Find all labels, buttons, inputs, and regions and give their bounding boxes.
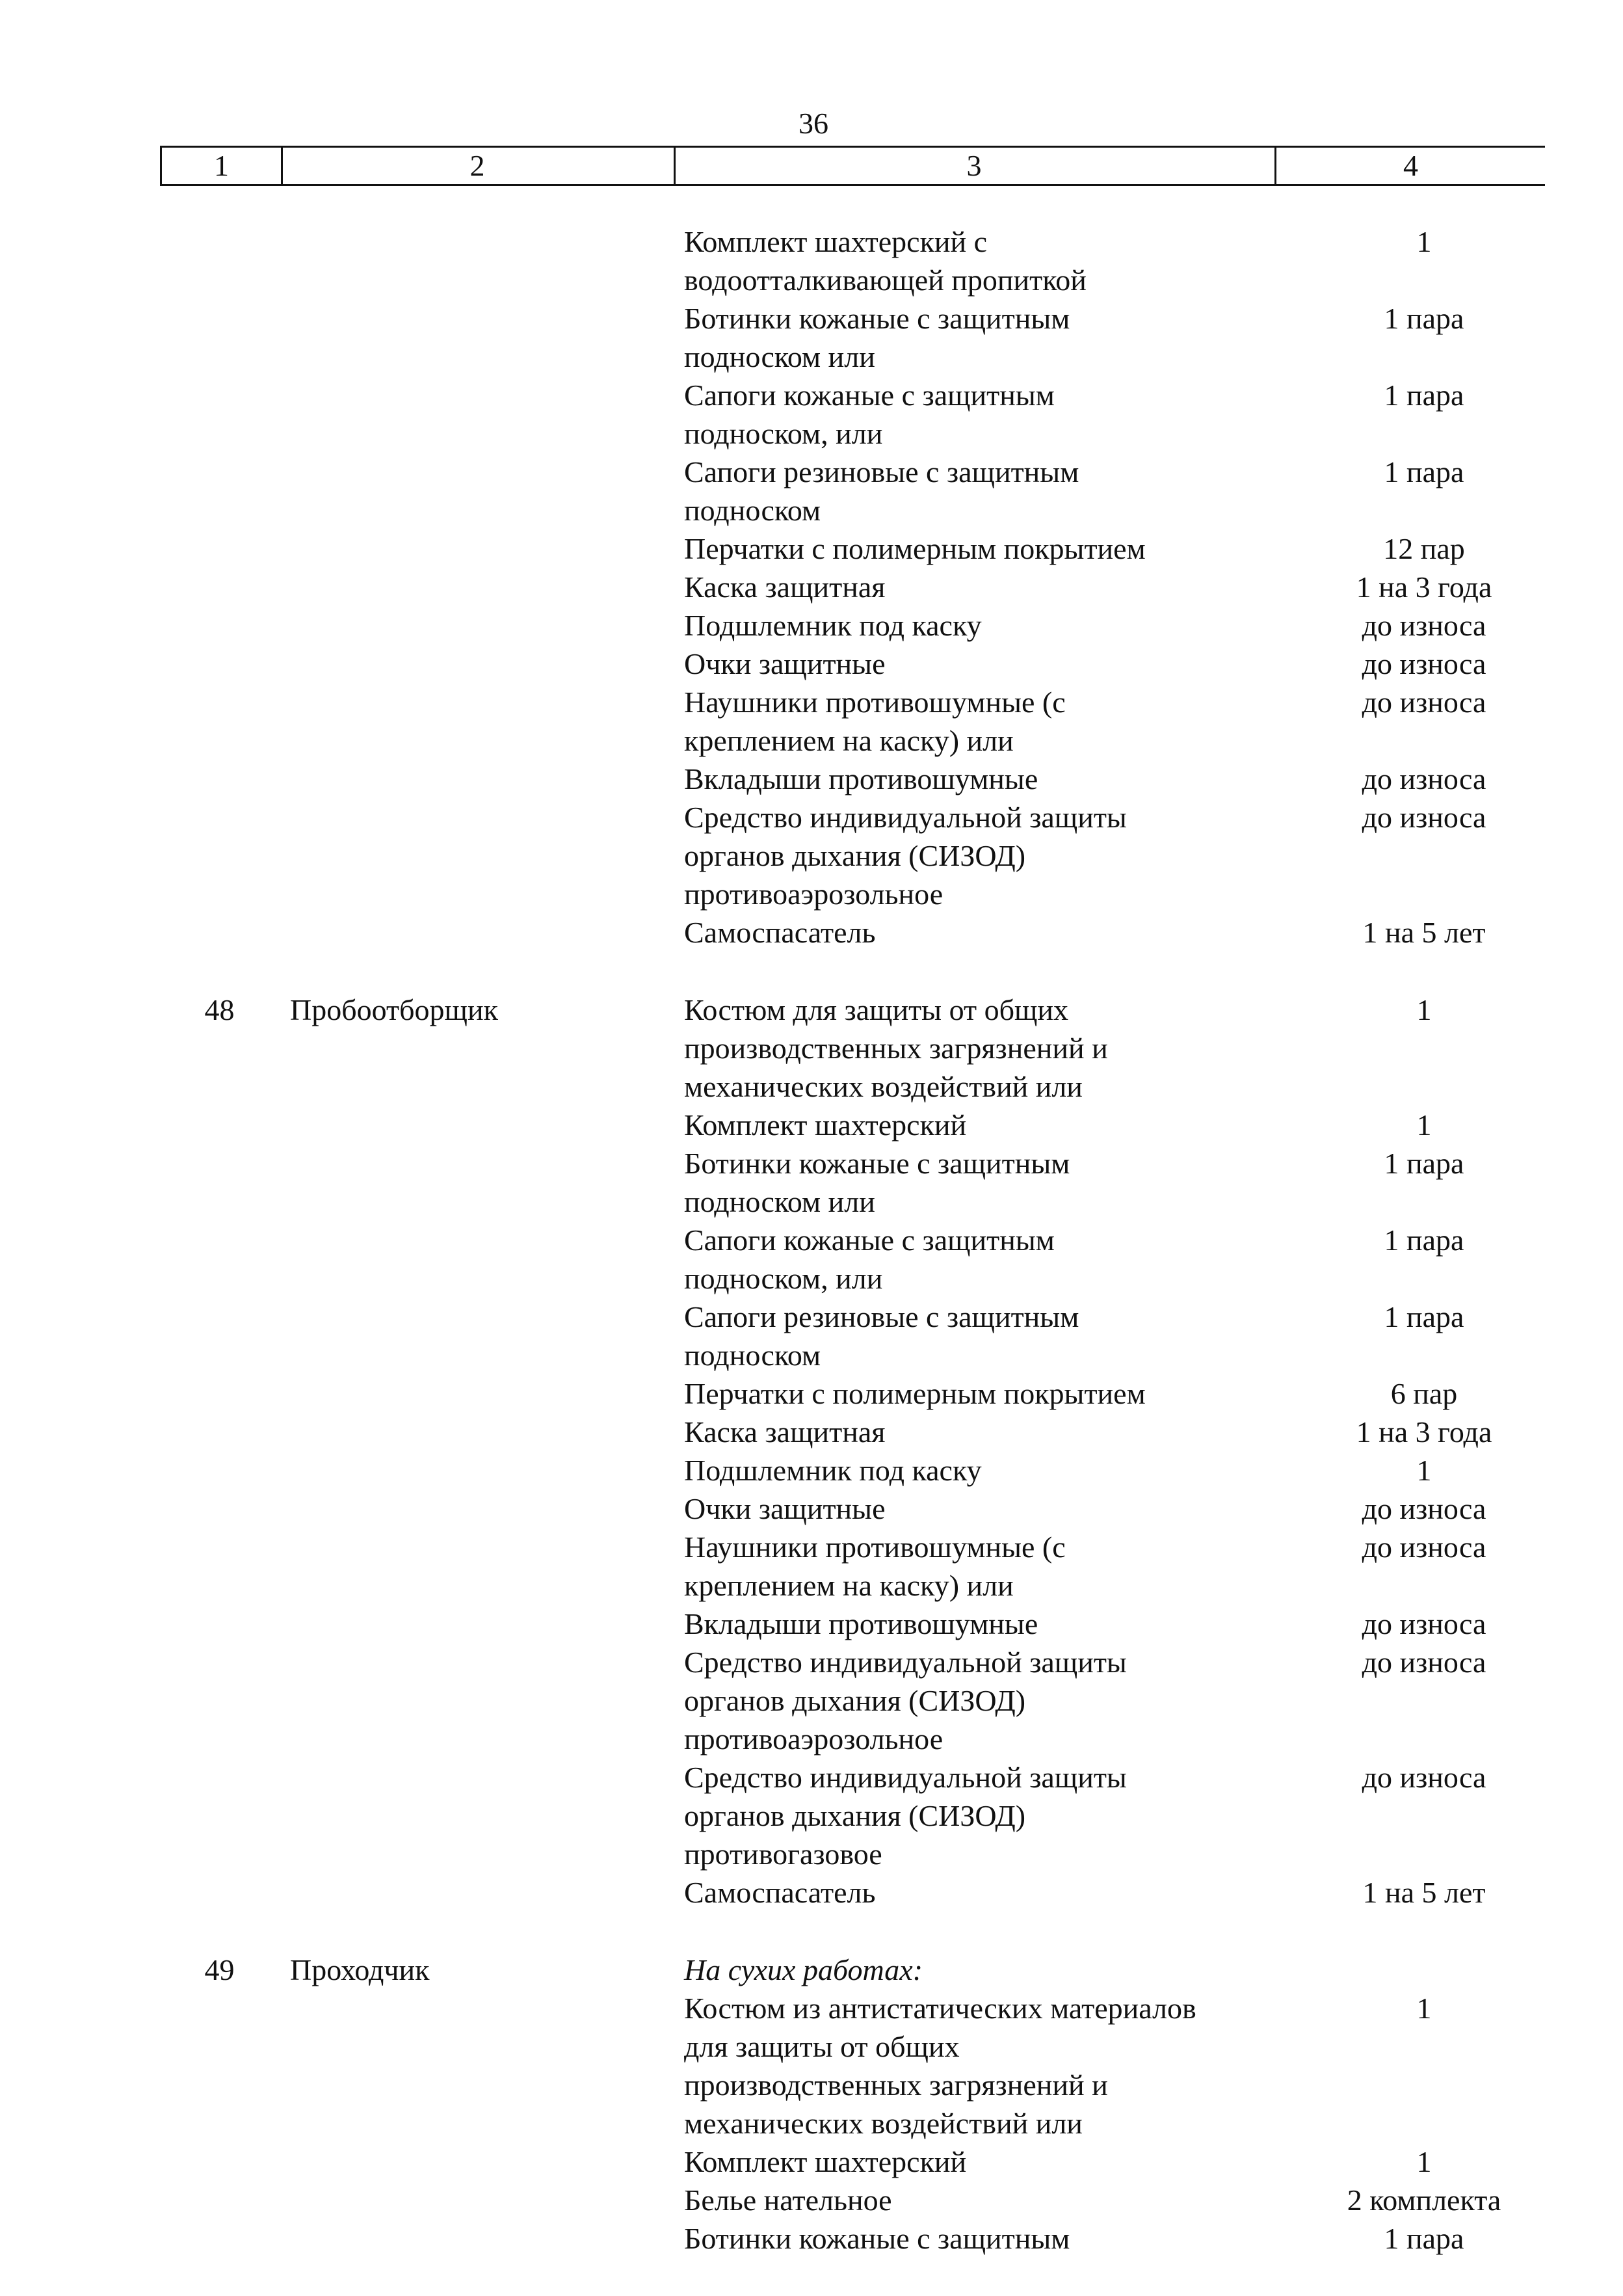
item-name-line: Очки защитные [684, 1492, 886, 1525]
list-item [0, 1451, 1623, 1489]
table-body [0, 222, 1623, 2258]
list-item [0, 1605, 1623, 1643]
item-name [684, 606, 1269, 645]
list-item [0, 1489, 1623, 1528]
table-row [0, 1951, 1623, 2258]
list-item [0, 1643, 1623, 1758]
item-name [684, 1605, 1269, 1643]
header-col-1: 1 [162, 148, 283, 184]
list-item [0, 1413, 1623, 1451]
item-name [684, 568, 1269, 606]
item-name-line: для защиты от общих [684, 2030, 960, 2063]
item-quantity: 6 пар [1390, 1377, 1458, 1410]
item-name-line: Перчатки с полимерным покрытием [684, 1377, 1146, 1410]
item-name-line: Костюм из антистатических материалов [684, 1992, 1196, 2025]
item-name-line: органов дыхания (СИЗОД) [684, 1799, 1026, 1832]
item-name [684, 913, 1269, 952]
item-name-line: Вкладыши противошумные [684, 1607, 1038, 1640]
item-quantity: до износа [1362, 1761, 1486, 1794]
item-quantity: до износа [1362, 609, 1486, 642]
list-item [0, 529, 1623, 568]
list-item [0, 798, 1623, 913]
item-name-line: подноском или [684, 340, 875, 373]
list-item [0, 606, 1623, 645]
list-item [0, 1374, 1623, 1413]
item-name [684, 453, 1269, 529]
list-item [0, 645, 1623, 683]
item-name-line: органов дыхания (СИЗОД) [684, 1684, 1026, 1717]
item-quantity: до износа [1362, 1607, 1486, 1640]
table-row [0, 222, 1623, 952]
page-number [0, 105, 1623, 142]
item-name [684, 1298, 1269, 1374]
item-name-line: Белье нательное [684, 2183, 892, 2217]
item-quantity: 1 [1416, 1454, 1432, 1487]
item-name [684, 2219, 1269, 2258]
item-quantity: до износа [1362, 762, 1486, 795]
item-name-line: Наушники противошумные (с [684, 1530, 1066, 1564]
item-quantity: 1 [1416, 1992, 1432, 2025]
item-name-line: производственных загрязнений и [684, 1032, 1108, 1065]
item-quantity: 1 на 5 лет [1362, 1876, 1486, 1909]
item-name-line: Комплект шахтерский с [684, 225, 988, 258]
list-item [0, 683, 1623, 760]
item-name [684, 991, 1269, 1106]
item-name [684, 1989, 1269, 2142]
item-name-line: Комплект шахтерский [684, 2145, 967, 2178]
table-row [0, 991, 1623, 1912]
item-name [684, 1221, 1269, 1298]
item-name-line: подноском, или [684, 1262, 883, 1295]
item-name-line: Каска защитная [684, 1415, 886, 1448]
profession-name: Пробоотборщик [290, 993, 498, 1026]
item-name-line: Сапоги резиновые с защитным [684, 1300, 1079, 1333]
list-item [0, 1989, 1623, 2142]
item-name-line: Каска защитная [684, 570, 886, 604]
list-item [0, 222, 1623, 299]
item-name [684, 645, 1269, 683]
item-quantity: до износа [1362, 1492, 1486, 1525]
item-quantity: 1 на 3 года [1356, 570, 1492, 604]
header-col-4: 4 [1403, 149, 1418, 182]
item-name [684, 1374, 1269, 1413]
item-name-line: Сапоги кожаные с защитным [684, 379, 1055, 412]
item-name [684, 1758, 1269, 1873]
list-item [0, 760, 1623, 798]
item-name-line: Комплект шахтерский [684, 1108, 967, 1141]
item-name-line: производственных загрязнений и [684, 2068, 1108, 2102]
list-item [0, 1873, 1623, 1912]
list-item [0, 913, 1623, 952]
item-quantity: до износа [1362, 1530, 1486, 1564]
item-name-line: Сапоги резиновые с защитным [684, 455, 1079, 488]
item-quantity: 1 пара [1384, 1300, 1464, 1333]
list-item [0, 299, 1623, 376]
item-name [684, 798, 1269, 913]
table-header [160, 146, 1545, 186]
list-item [0, 568, 1623, 606]
item-quantity: 1 пара [1384, 2222, 1464, 2255]
item-name-line: подноском [684, 1339, 821, 1372]
item-name-line: Самоспасатель [684, 1876, 876, 1909]
row-number: 49 [204, 1953, 235, 1986]
profession-name: Проходчик [290, 1953, 430, 1986]
item-quantity: 1 пара [1384, 455, 1464, 488]
item-name [684, 299, 1269, 376]
item-name-line: креплением на каску) или [684, 724, 1014, 757]
item-quantity: до износа [1362, 647, 1486, 680]
item-name [684, 2142, 1269, 2181]
item-name-line: Перчатки с полимерным покрытием [684, 532, 1146, 565]
item-name-line: креплением на каску) или [684, 1569, 1014, 1602]
item-quantity: 1 пара [1384, 379, 1464, 412]
item-name [684, 1106, 1269, 1144]
item-name-line: противоаэрозольное [684, 877, 943, 911]
item-name-line: Наушники противошумные (с [684, 686, 1066, 719]
item-name [684, 1528, 1269, 1605]
item-name-line: Очки защитные [684, 647, 886, 680]
item-name-line: Ботинки кожаные с защитным [684, 302, 1070, 335]
item-name [684, 760, 1269, 798]
item-name-line: Средство индивидуальной защиты [684, 801, 1127, 834]
item-name [684, 1489, 1269, 1528]
item-quantity: 1 пара [1384, 302, 1464, 335]
list-item [0, 453, 1623, 529]
item-name-line: Ботинки кожаные с защитным [684, 1147, 1070, 1180]
list-item [0, 1951, 1623, 1989]
item-quantity: 1 на 5 лет [1362, 916, 1486, 949]
item-quantity: 1 [1416, 993, 1432, 1026]
item-name-line: подноском, или [684, 417, 883, 450]
item-name [684, 1451, 1269, 1489]
item-name [684, 1643, 1269, 1758]
item-name [684, 1951, 1269, 1989]
item-quantity: 1 [1416, 1108, 1432, 1141]
item-quantity: до износа [1362, 801, 1486, 834]
row-number: 48 [204, 993, 235, 1026]
item-quantity: 1 пара [1384, 1147, 1464, 1180]
item-name [684, 1413, 1269, 1451]
item-name-line: Ботинки кожаные с защитным [684, 2222, 1070, 2255]
item-name-line: противогазовое [684, 1837, 882, 1871]
item-quantity: 1 [1416, 225, 1432, 258]
item-name-line: подноском [684, 494, 821, 527]
item-name-line: подноском или [684, 1185, 875, 1218]
item-name-line: Подшлемник под каску [684, 609, 982, 642]
item-name-line: Костюм для защиты от общих [684, 993, 1069, 1026]
item-quantity: 1 на 3 года [1356, 1415, 1492, 1448]
list-item [0, 991, 1623, 1106]
list-item [0, 1106, 1623, 1144]
item-name-line: Вкладыши противошумные [684, 762, 1038, 795]
item-name [684, 1873, 1269, 1912]
item-quantity: 1 [1416, 2145, 1432, 2178]
page-number-text: 36 [798, 107, 828, 140]
header-col-3: 3 [674, 148, 1276, 184]
item-name-line: Сапоги кожаные с защитным [684, 1223, 1055, 1257]
item-name [684, 683, 1269, 760]
group-spacer [0, 952, 1623, 991]
list-item [0, 1298, 1623, 1374]
item-name-line: органов дыхания (СИЗОД) [684, 839, 1026, 872]
item-name-line: Подшлемник под каску [684, 1454, 982, 1487]
item-name [684, 222, 1269, 299]
list-item [0, 2219, 1623, 2258]
item-name-line: противоаэрозольное [684, 1722, 943, 1755]
group-spacer [0, 1912, 1623, 1951]
item-name [684, 2181, 1269, 2219]
item-name-line: механических воздействий или [684, 2107, 1083, 2140]
list-item [0, 2181, 1623, 2219]
item-name [684, 1144, 1269, 1221]
list-item [0, 1758, 1623, 1873]
list-item [0, 376, 1623, 453]
item-name-line: Средство индивидуальной защиты [684, 1646, 1127, 1679]
header-col-2: 2 [281, 148, 676, 184]
item-name [684, 529, 1269, 568]
item-quantity: 12 пар [1383, 532, 1465, 565]
item-name-line: механических воздействий или [684, 1070, 1083, 1103]
list-item [0, 1528, 1623, 1605]
item-name-line: водоотталкивающей пропиткой [684, 263, 1087, 297]
item-name [684, 376, 1269, 453]
list-item [0, 2142, 1623, 2181]
item-quantity: до износа [1362, 686, 1486, 719]
item-name-line: Самоспасатель [684, 916, 876, 949]
list-item [0, 1221, 1623, 1298]
item-quantity: 1 пара [1384, 1223, 1464, 1257]
item-name-line: Средство индивидуальной защиты [684, 1761, 1127, 1794]
list-item [0, 1144, 1623, 1221]
item-quantity: 2 комплекта [1347, 2183, 1501, 2217]
item-name-line: На сухих работах: [684, 1953, 923, 1986]
item-quantity: до износа [1362, 1646, 1486, 1679]
